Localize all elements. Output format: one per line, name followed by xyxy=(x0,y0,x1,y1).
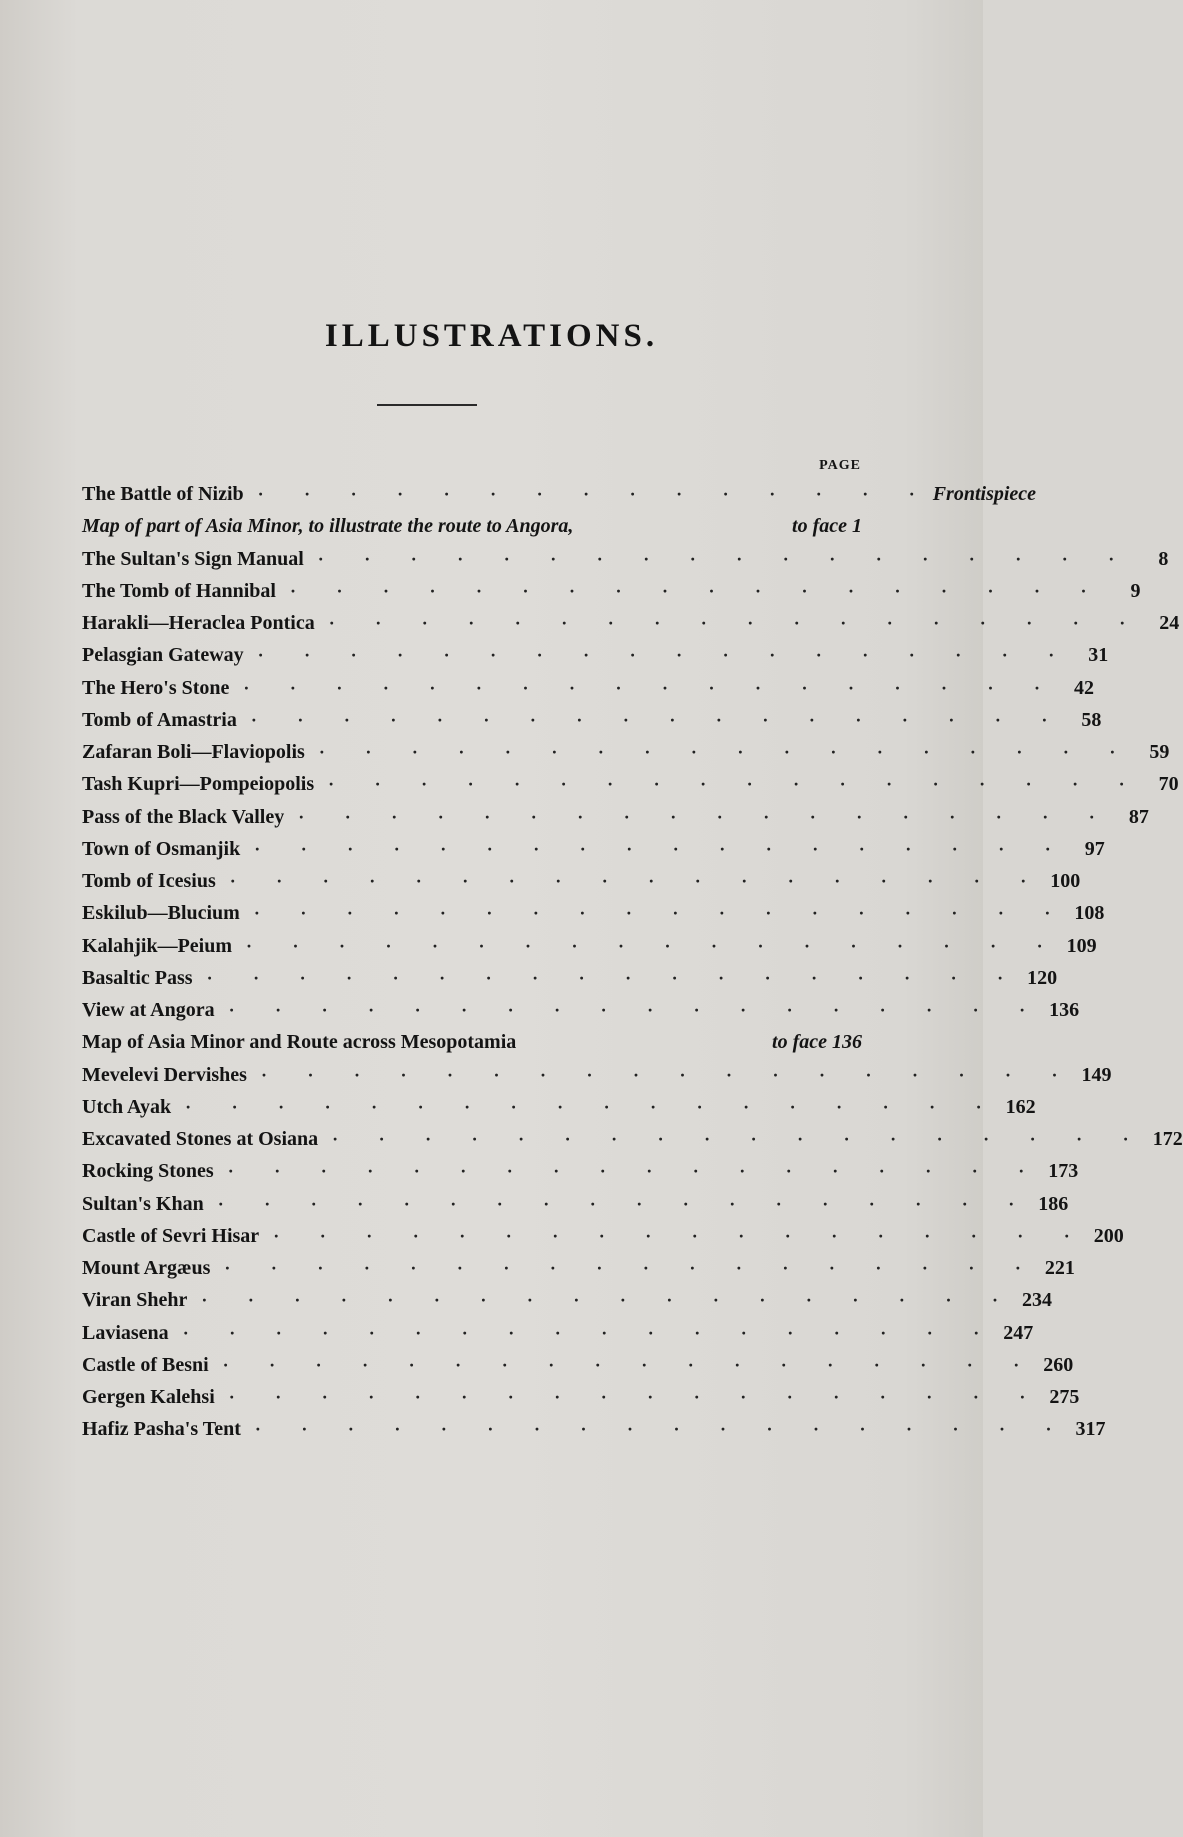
list-item xyxy=(82,962,1058,994)
list-item xyxy=(82,575,1141,607)
list-item xyxy=(82,510,862,542)
dot-leader: · · · · · · · · · · · · · · · · · · xyxy=(228,1000,1044,1020)
entry-label: Tomb of Amastria xyxy=(82,708,237,731)
entry-page: 136 xyxy=(1049,999,1080,1021)
list-item xyxy=(82,1188,1069,1220)
dot-leader: · · · · · · · · · · · · · · · · · · xyxy=(332,1129,1147,1149)
list-item xyxy=(82,1123,1183,1155)
list-item xyxy=(82,478,1037,510)
title-rule xyxy=(377,404,477,406)
list-item xyxy=(82,1317,1034,1349)
entry-label: The Sultan's Sign Manual xyxy=(82,547,304,570)
list-item xyxy=(82,1284,1052,1316)
entry-page: 31 xyxy=(1088,644,1109,667)
dot-leader: · · · · · · · · · · · · · · · · · · xyxy=(206,967,1022,988)
entry-label: The Hero's Stone xyxy=(82,676,230,699)
dot-leader: · · · · · · · · · · · · · · · · · · xyxy=(246,935,1061,956)
dot-leader: · · · · · · · · · · · · · · · · · · xyxy=(289,580,1105,601)
dot-leader: · · · · · · · · · · · · · · · · · · xyxy=(273,1225,1088,1246)
entry-page: 221 xyxy=(1044,1257,1075,1279)
entry-label: Hafiz Pasha's Tent xyxy=(82,1418,241,1441)
dot-leader: · · · · · · · · · · · · · · · · · · xyxy=(243,677,1058,698)
entry-label: The Battle of Nizib xyxy=(82,483,244,505)
entry-label: Basaltic Pass xyxy=(82,966,193,989)
illustrations-list xyxy=(82,478,1183,1446)
dot-leader: · · · · · · · · · · · · · · · · · · xyxy=(224,1258,1039,1278)
entry-page: 100 xyxy=(1050,870,1081,892)
entry-label: Laviasena xyxy=(82,1321,169,1344)
entry-label: Harakli—Heraclea Pontica xyxy=(82,612,315,634)
entry-label: Excavated Stones at Osiana xyxy=(82,1128,319,1150)
list-item xyxy=(82,768,1179,800)
list-item xyxy=(82,1059,1112,1091)
entry-page: 97 xyxy=(1084,837,1105,860)
list-item xyxy=(82,672,1094,704)
dot-leader: · · · · · · · · · · · · · · · · · · xyxy=(229,871,1045,891)
dot-leader: · · · · · · · · · · · · · · · · · · xyxy=(328,613,1144,633)
dot-leader: · · · · · · · · · · · · · · · xyxy=(257,484,933,504)
entry-label: Mount Argæus xyxy=(82,1257,211,1279)
entry-page: 70 xyxy=(1158,773,1179,796)
entry-page: 162 xyxy=(1005,1095,1036,1118)
entry-label: Zafaran Boli—Flaviopolis xyxy=(82,741,305,763)
entry-page: 24 xyxy=(1159,612,1180,634)
page-title: ILLUSTRATIONS. xyxy=(324,318,659,354)
entry-page: 149 xyxy=(1081,1063,1112,1086)
entry-page: 108 xyxy=(1074,902,1105,925)
entry-page: 58 xyxy=(1081,708,1102,731)
list-item xyxy=(82,639,1109,671)
entry-page: 59 xyxy=(1149,741,1170,763)
entry-label: Eskilub—Blucium xyxy=(82,902,240,925)
list-item xyxy=(82,1413,1106,1445)
list-item xyxy=(82,1381,1080,1413)
list-item xyxy=(82,1349,1074,1381)
entry-label: Town of Osmanjik xyxy=(82,837,241,860)
entry-label: Pelasgian Gateway xyxy=(82,644,244,667)
list-item xyxy=(82,994,1080,1026)
entry-page: 247 xyxy=(1003,1321,1034,1344)
entry-label: View at Angora xyxy=(82,999,215,1021)
dot-leader: · · · · · · · · · · · · · · · · · · xyxy=(254,838,1069,859)
entry-page: 120 xyxy=(1027,966,1058,989)
entry-label: Map of part of Asia Minor, to illustrate the route to Angora, xyxy=(82,515,574,538)
entry-page: 200 xyxy=(1093,1224,1124,1247)
list-item xyxy=(82,833,1105,865)
dot-leader: · · · · · · · · · · · · · · · · · · xyxy=(260,1064,1076,1085)
list-item xyxy=(82,607,1180,639)
dot-leader: · · · · · · · · · · · · · · · · · · xyxy=(201,1290,1016,1311)
entry-page: 87 xyxy=(1128,805,1149,828)
entry-page: 172 xyxy=(1152,1128,1183,1150)
list-item xyxy=(82,736,1170,768)
entry-page: to face 136 xyxy=(772,1031,862,1054)
entry-page: 9 xyxy=(1130,579,1141,602)
list-item xyxy=(82,897,1105,929)
dot-leader: · · · · · · · · · · · · · · · · · · xyxy=(298,806,1113,827)
entry-label: Castle of Besni xyxy=(82,1353,209,1376)
list-item xyxy=(82,1252,1075,1284)
entry-label: Viran Shehr xyxy=(82,1289,188,1312)
dot-leader: · · · · · · · · · · · · · · · · · · xyxy=(328,774,1143,795)
entry-label: Map of Asia Minor and Route across Mesopotamia xyxy=(82,1031,517,1054)
entry-label: Tash Kupri—Pompeiopolis xyxy=(82,773,315,796)
entry-label: Rocking Stones xyxy=(82,1160,214,1183)
entry-page: 260 xyxy=(1043,1353,1074,1376)
entry-label: Mevelevi Dervishes xyxy=(82,1063,247,1086)
list-item xyxy=(82,930,1097,962)
dot-leader: · · · · · · · · · · · · · · · · · · xyxy=(250,709,1066,730)
entry-label: Castle of Sevri Hisar xyxy=(82,1224,260,1247)
dot-leader: · · · · · · · · · · · · · · · · · · xyxy=(317,548,1133,569)
entry-label: Kalahjik—Peium xyxy=(82,934,233,957)
list-item xyxy=(82,1220,1124,1252)
dot-leader: · · · · · · · · · · · · · · · · · · xyxy=(182,1322,998,1343)
dot-leader: · · · · · · · · · · · · · · · · · · xyxy=(228,1387,1044,1407)
dot-leader: · · · · · · · · · · · · · · · · · · xyxy=(222,1354,1038,1375)
dot-leader: · · · · · · · · · · · · · · · · · · xyxy=(227,1161,1043,1182)
list-item xyxy=(82,704,1102,736)
entry-page: 234 xyxy=(1021,1289,1052,1312)
entry-page: 173 xyxy=(1048,1160,1079,1183)
entry-page: 42 xyxy=(1073,676,1094,699)
entry-page: Frontispiece xyxy=(932,483,1037,505)
dot-leader: · · · · · · · · · · · · · · · · · · xyxy=(217,1193,1033,1214)
entry-page: 109 xyxy=(1066,934,1097,957)
list-item xyxy=(82,865,1081,897)
page-column-label: PAGE xyxy=(819,458,861,473)
entry-label: The Tomb of Hannibal xyxy=(82,579,276,602)
dot-leader: · · · · · · · · · · · · · · · · · · xyxy=(318,742,1134,762)
dot-leader: · · · · · · · · · · · · · · · · · · xyxy=(254,1419,1070,1440)
list-item xyxy=(82,1026,862,1058)
list-item xyxy=(82,801,1149,833)
entry-label: Tomb of Icesius xyxy=(82,870,216,892)
list-item xyxy=(82,543,1169,575)
dot-leader: · · · · · · · · · · · · · · · · · · xyxy=(185,1096,1000,1117)
entry-page: 317 xyxy=(1075,1418,1106,1441)
entry-page: 186 xyxy=(1038,1192,1069,1215)
entry-label: Pass of the Black Valley xyxy=(82,805,285,828)
entry-label: Utch Ayak xyxy=(82,1095,172,1118)
dot-leader: · · · · · · · · · · · · · · · · · · xyxy=(257,645,1073,666)
entry-label: Sultan's Khan xyxy=(82,1192,204,1215)
list-item xyxy=(82,1155,1079,1187)
entry-page: to face 1 xyxy=(792,515,862,538)
dot-leader: · · · · · · · · · · · · · · · · · · xyxy=(253,903,1069,924)
entry-page: 275 xyxy=(1049,1386,1080,1408)
list-item xyxy=(82,1091,1036,1123)
entry-page: 8 xyxy=(1158,547,1169,570)
entry-label: Gergen Kalehsi xyxy=(82,1386,215,1408)
